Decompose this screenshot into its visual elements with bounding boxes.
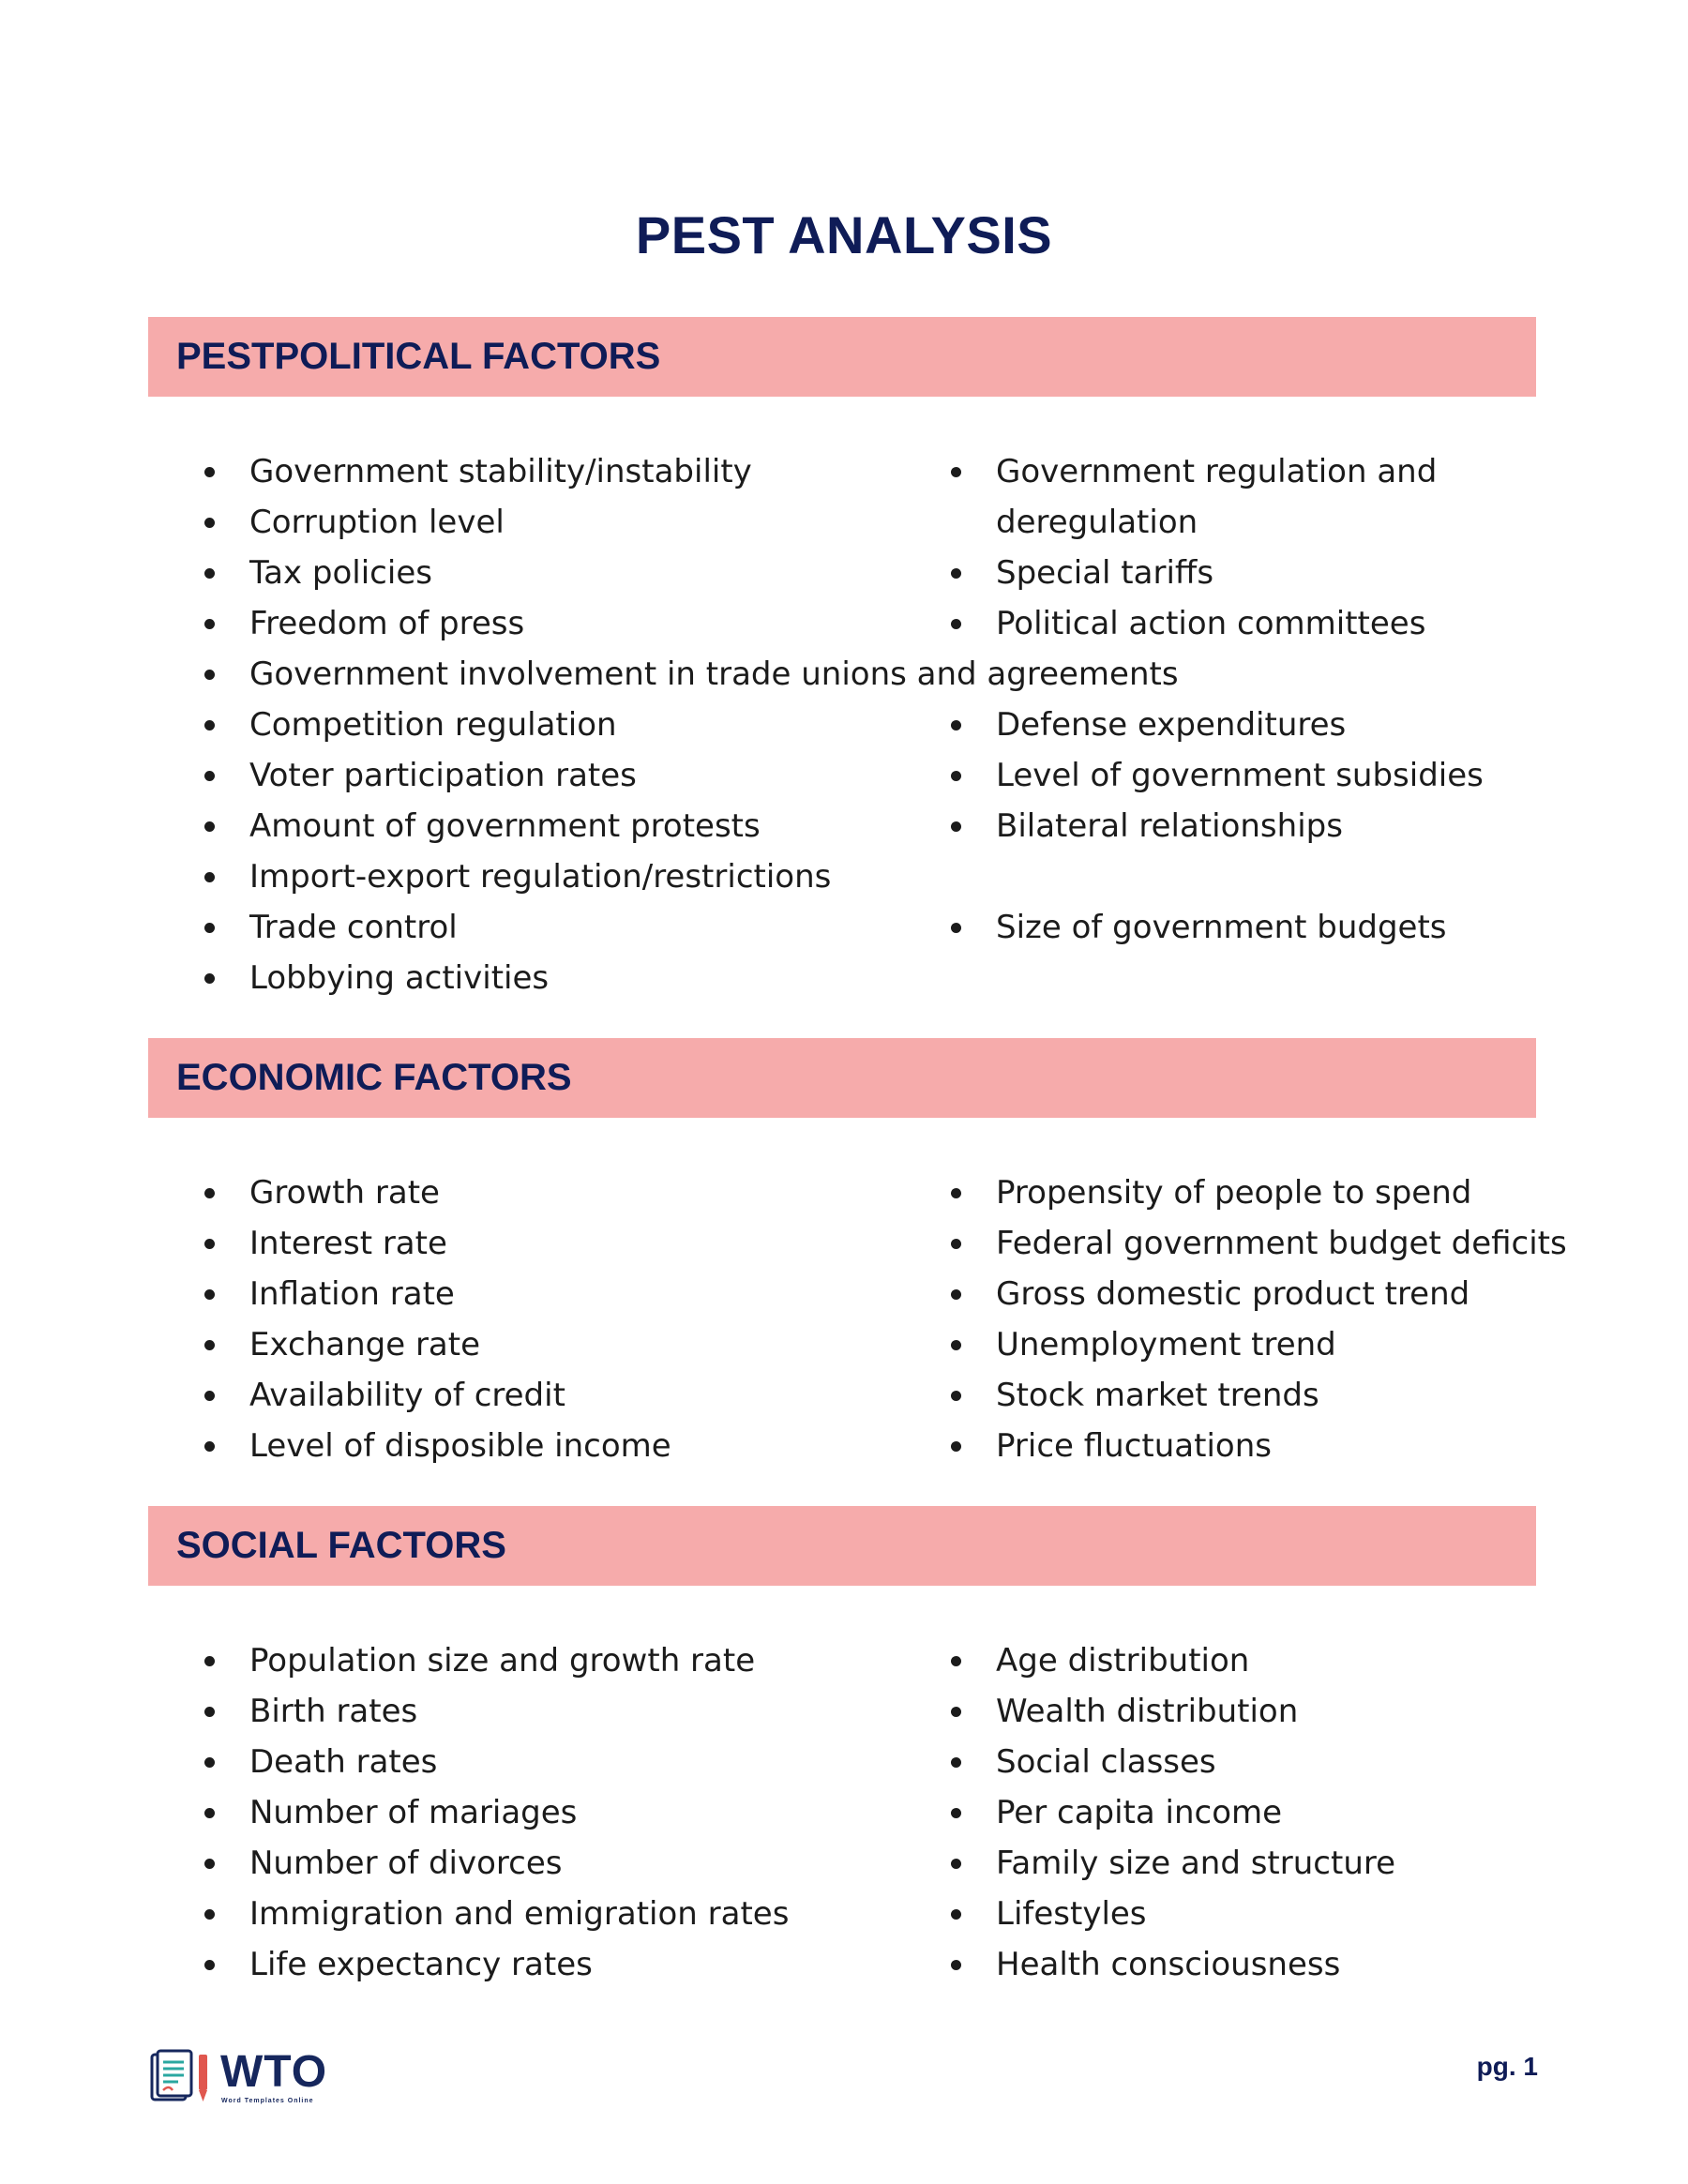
list-item: Amount of government protests: [249, 801, 761, 851]
bullet-icon: [204, 518, 215, 528]
bullet-icon: [951, 821, 961, 832]
bullet-icon: [204, 1656, 215, 1666]
bullet-icon: [204, 1340, 215, 1350]
bullet-icon: [951, 1441, 961, 1452]
list-item: Family size and structure: [996, 1838, 1395, 1889]
list-item: Unemployment trend: [996, 1319, 1336, 1370]
list-item: Health consciousness: [996, 1939, 1340, 1990]
bullet-icon: [951, 1757, 961, 1768]
list-item: Age distribution: [996, 1635, 1249, 1686]
bullet-icon: [204, 771, 215, 781]
list-item: Stock market trends: [996, 1370, 1319, 1421]
list-item: Voter participation rates: [249, 750, 637, 801]
document-pen-icon: [150, 2049, 218, 2107]
bullet-icon: [951, 1909, 961, 1920]
bullet-icon: [951, 1239, 961, 1249]
wto-logo: [150, 2049, 338, 2105]
bullet-icon: [204, 821, 215, 832]
list-item: Lifestyles: [996, 1889, 1147, 1939]
list-item-continuation: deregulation: [996, 504, 1198, 541]
bullet-icon: [204, 1289, 215, 1300]
list-item: Lobbying activities: [249, 953, 549, 1003]
list-item: Number of divorces: [249, 1838, 562, 1889]
bullet-icon: [204, 1188, 215, 1198]
bullet-icon: [204, 1441, 215, 1452]
list-item: Political action committees: [996, 598, 1425, 649]
economic-section-header: [148, 1038, 1536, 1118]
bullet-icon: [951, 619, 961, 629]
social-heading: SOCIAL FACTORS: [176, 1525, 506, 1566]
bullet-icon: [951, 1808, 961, 1818]
list-item: Propensity of people to spend: [996, 1167, 1471, 1218]
bullet-icon: [204, 670, 215, 680]
bullet-icon: [951, 1960, 961, 1970]
list-item: Immigration and emigration rates: [249, 1889, 789, 1939]
bullet-icon: [204, 973, 215, 984]
list-item: Wealth distribution: [996, 1686, 1298, 1737]
bullet-icon: [204, 720, 215, 731]
list-item: Government stability/instability: [249, 446, 752, 497]
bullet-icon: [204, 568, 215, 579]
list-item: Level of government subsidies: [996, 750, 1484, 801]
bullet-icon: [951, 467, 961, 477]
political-section-header: [148, 317, 1536, 397]
list-item: Tax policies: [249, 548, 432, 598]
logo-tagline: Word Templates Online: [221, 2098, 314, 2104]
list-item: Special tariffs: [996, 548, 1213, 598]
bullet-icon: [204, 1859, 215, 1869]
list-item: Trade control: [249, 902, 458, 953]
list-item: Federal government budget deficits: [996, 1218, 1567, 1269]
list-item: Bilateral relationships: [996, 801, 1343, 851]
bullet-icon: [951, 1656, 961, 1666]
list-item: Gross domestic product trend: [996, 1269, 1469, 1319]
bullet-icon: [204, 1909, 215, 1920]
list-item: Corruption level: [249, 497, 505, 548]
list-item: Inflation rate: [249, 1269, 455, 1319]
list-item: Government regulation and: [996, 446, 1437, 497]
list-item: Birth rates: [249, 1686, 417, 1737]
list-item: Price fluctuations: [996, 1421, 1272, 1471]
list-item: Population size and growth rate: [249, 1635, 755, 1686]
list-item: Death rates: [249, 1737, 437, 1787]
list-item: Social classes: [996, 1737, 1216, 1787]
list-item: Per capita income: [996, 1787, 1282, 1838]
list-item: Exchange rate: [249, 1319, 480, 1370]
list-item: Growth rate: [249, 1167, 440, 1218]
list-item: Competition regulation: [249, 700, 617, 750]
bullet-icon: [951, 720, 961, 731]
logo-wordmark: WTO: [220, 2047, 328, 2097]
bullet-icon: [204, 619, 215, 629]
list-item: Availability of credit: [249, 1370, 565, 1421]
bullet-icon: [204, 1960, 215, 1970]
bullet-icon: [951, 1340, 961, 1350]
bullet-icon: [204, 1239, 215, 1249]
bullet-icon: [951, 1188, 961, 1198]
bullet-icon: [951, 1289, 961, 1300]
bullet-icon: [204, 1391, 215, 1401]
list-item: Freedom of press: [249, 598, 524, 649]
political-heading: PESTPOLITICAL FACTORS: [176, 336, 661, 377]
list-item: Number of mariages: [249, 1787, 577, 1838]
bullet-icon: [951, 923, 961, 933]
bullet-icon: [951, 1859, 961, 1869]
list-item: Interest rate: [249, 1218, 447, 1269]
list-item: Defense expenditures: [996, 700, 1346, 750]
list-item: Import-export regulation/restrictions: [249, 851, 831, 902]
bullet-icon: [951, 1707, 961, 1717]
list-item: Size of government budgets: [996, 902, 1447, 953]
page-title: PEST ANALYSIS: [635, 205, 1053, 264]
bullet-icon: [951, 568, 961, 579]
bullet-icon: [204, 1707, 215, 1717]
list-item: Government involvement in trade unions and agreements: [249, 649, 1179, 700]
list-item: Life expectancy rates: [249, 1939, 593, 1990]
bullet-icon: [204, 1757, 215, 1768]
bullet-icon: [204, 1808, 215, 1818]
social-section-header: [148, 1506, 1536, 1586]
bullet-icon: [204, 467, 215, 477]
economic-heading: ECONOMIC FACTORS: [176, 1057, 572, 1098]
list-item: Level of disposible income: [249, 1421, 671, 1471]
bullet-icon: [951, 771, 961, 781]
bullet-icon: [951, 1391, 961, 1401]
bullet-icon: [204, 923, 215, 933]
page-number: pg. 1: [1476, 2052, 1538, 2081]
bullet-icon: [204, 872, 215, 882]
